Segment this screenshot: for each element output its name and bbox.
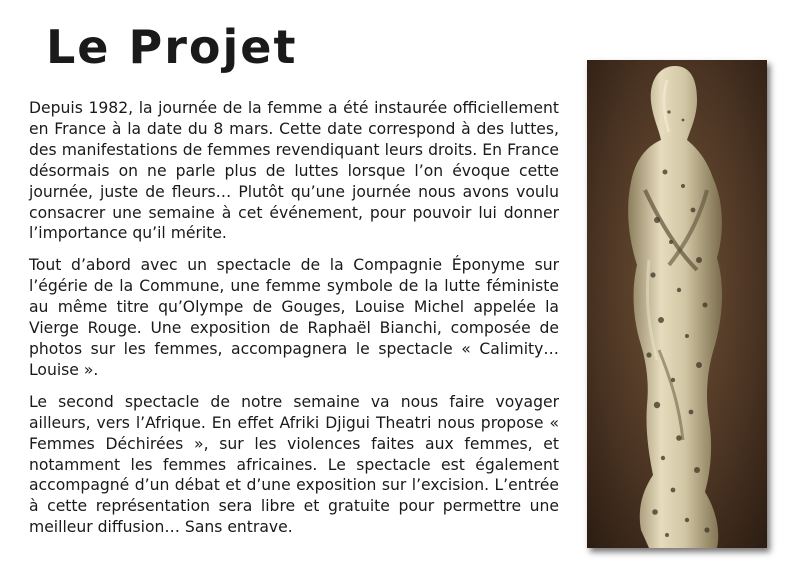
statue-photo [587, 60, 767, 548]
page-title: Le Projet [46, 20, 298, 74]
paragraph-first-show: Tout d’abord avec un spectacle de la Compagnie Éponyme sur l’égérie de la Commune, une femme symbole de la lutte féministe au même titre qu’Olympe de Gouges, Louise Michel appelée la Vierge Rouge. Une exposition de Raphaël Bianchi, composée de photos sur les femmes, accompagnera le spectacle « Calimity… Louise ». [29, 256, 559, 379]
statue-illustration [587, 60, 767, 548]
paragraph-second-show: Le second spectacle de notre semaine va nous faire voyager ailleurs, vers l’Afrique. En effet Afriki Djigui Theatri nous propose « Femmes Déchirées », sur les violences faites aux femmes, et notamment les femmes africaines. Le spectacle est également accompagné d’un débat et d’une exposition sur l’excision. L’entrée à cette représentation sera libre et gratuite pour permettre une meilleur diffusion… Sans entrave. [29, 392, 559, 537]
paragraph-intro: Depuis 1982, la journée de la femme a été instaurée officiellement en France à la date du 8 mars. Cette date correspond à des luttes, des manifestations de femmes revendiquant leurs droits. En France désormais on ne parle plus de luttes lorsque l’on évoque cette journée, juste de fleurs… Plutôt qu’une journée nous avons voulu consacrer une semaine à cet événement, pour pouvoir lui donner l’importance qu’il mérite. [29, 99, 559, 243]
article-body [29, 98, 559, 549]
